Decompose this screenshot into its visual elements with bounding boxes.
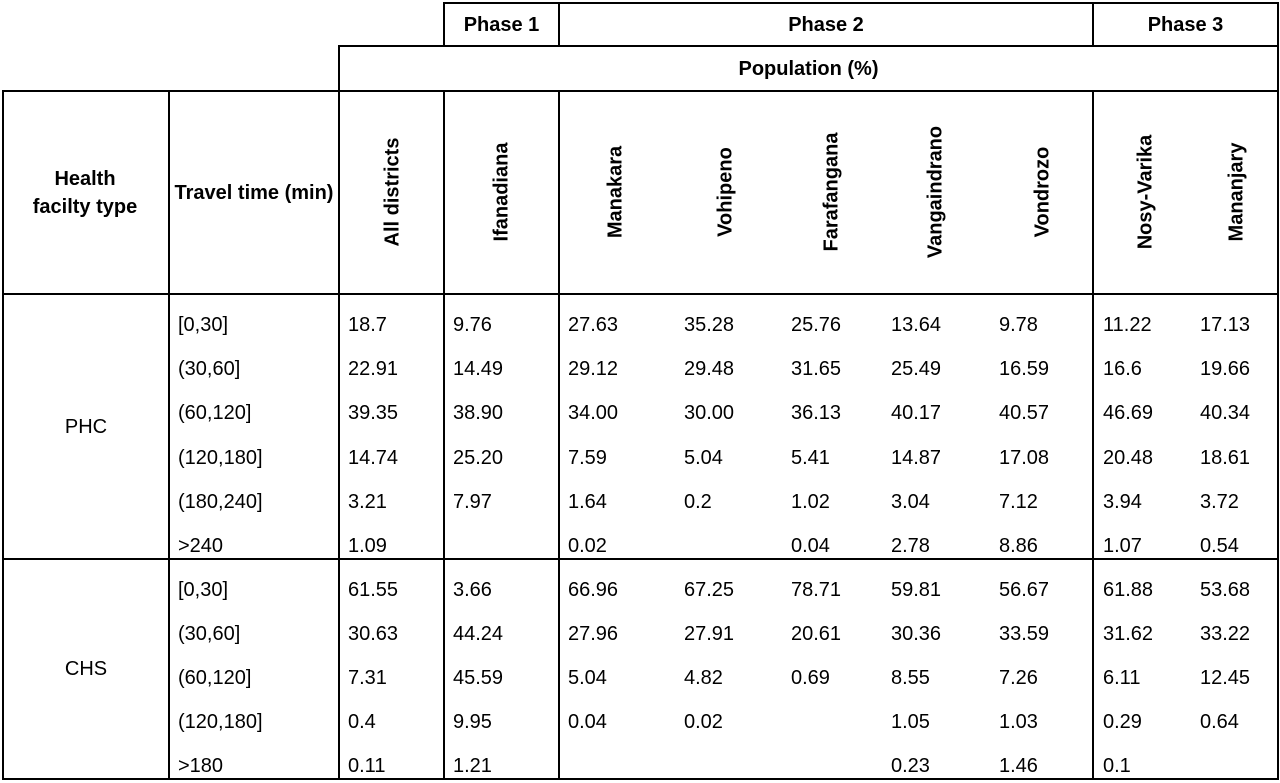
value-cell: 78.71 [791, 579, 842, 601]
value-cell: 0.29 [1103, 711, 1142, 733]
value-cell: 16.6 [1103, 358, 1142, 380]
value-cell: 5.41 [791, 447, 830, 469]
value-cell: 6.11 [1103, 667, 1141, 689]
column-header-all-districts: All districts [381, 137, 404, 247]
value-cell: 20.48 [1103, 447, 1154, 469]
value-cell: 1.03 [999, 711, 1038, 733]
column-header-farafangana: Farafangana [820, 132, 843, 252]
travel-time-cell: [0,30] [178, 579, 229, 601]
travel-time-cell: (120,180] [178, 711, 263, 733]
value-cell: 39.35 [348, 402, 399, 424]
value-cell: 33.22 [1200, 623, 1251, 645]
value-cell: 17.13 [1200, 314, 1251, 336]
value-cell: 20.61 [791, 623, 842, 645]
value-cell: 0.54 [1200, 535, 1239, 557]
value-cell: 0.02 [568, 535, 607, 557]
value-cell: 18.61 [1200, 447, 1251, 469]
phase-1-header: Phase 1 [463, 13, 540, 36]
value-cell: 33.59 [999, 623, 1050, 645]
value-cell: 1.46 [999, 755, 1038, 777]
value-cell: 0.1 [1103, 755, 1131, 777]
value-cell: 14.74 [348, 447, 399, 469]
phase-3-header: Phase 3 [1147, 13, 1224, 36]
travel-time-cell: (180,240] [178, 491, 263, 513]
travel-time-header: Travel time (min) [174, 181, 334, 204]
value-cell: 45.59 [453, 667, 504, 689]
value-cell: 31.62 [1103, 623, 1154, 645]
value-cell: 3.94 [1103, 491, 1142, 513]
value-cell: 3.72 [1200, 491, 1239, 513]
grid-line [1092, 90, 1094, 780]
value-cell: 66.96 [568, 579, 619, 601]
value-cell: 40.57 [999, 402, 1050, 424]
value-cell: 8.55 [891, 667, 930, 689]
value-cell: 46.69 [1103, 402, 1154, 424]
value-cell: 9.95 [453, 711, 492, 733]
column-header-vondrozo: Vondrozo [1031, 146, 1054, 238]
value-cell: 11.22 [1103, 314, 1152, 336]
value-cell: 17.08 [999, 447, 1050, 469]
value-cell: 40.17 [891, 402, 942, 424]
value-cell: 1.07 [1103, 535, 1142, 557]
value-cell: 0.4 [348, 711, 376, 733]
value-cell: 0.64 [1200, 711, 1239, 733]
value-cell: 29.12 [568, 358, 619, 380]
column-header-ifanadiana: Ifanadiana [490, 142, 513, 242]
value-cell: 30.63 [348, 623, 399, 645]
value-cell: 3.21 [348, 491, 387, 513]
value-cell: 1.09 [348, 535, 387, 557]
value-cell: 14.49 [453, 358, 504, 380]
value-cell: 1.05 [891, 711, 930, 733]
value-cell: 56.67 [999, 579, 1050, 601]
facility-type-chs: CHS [64, 658, 108, 680]
value-cell: 53.68 [1200, 579, 1251, 601]
value-cell: 9.78 [999, 314, 1038, 336]
value-cell: 1.21 [453, 755, 492, 777]
value-cell: 0.11 [348, 755, 386, 777]
value-cell: 38.90 [453, 402, 504, 424]
value-cell: 25.20 [453, 447, 504, 469]
travel-time-cell: [0,30] [178, 314, 229, 336]
grid-line [558, 90, 560, 780]
value-cell: 22.91 [348, 358, 399, 380]
value-cell: 30.00 [684, 402, 735, 424]
value-cell: 7.12 [999, 491, 1038, 513]
value-cell: 0.04 [568, 711, 607, 733]
value-cell: 0.2 [684, 491, 712, 513]
phase-2-header: Phase 2 [788, 13, 864, 36]
value-cell: 3.66 [453, 579, 492, 601]
value-cell: 4.82 [684, 667, 723, 689]
value-cell: 27.91 [684, 623, 735, 645]
value-cell: 67.25 [684, 579, 735, 601]
travel-time-cell: (60,120] [178, 402, 252, 424]
value-cell: 27.96 [568, 623, 619, 645]
travel-time-cell: (120,180] [178, 447, 263, 469]
value-cell: 61.88 [1103, 579, 1154, 601]
value-cell: 35.28 [684, 314, 735, 336]
value-cell: 18.7 [348, 314, 387, 336]
population-header: Population (%) [738, 57, 879, 80]
value-cell: 1.02 [791, 491, 830, 513]
value-cell: 19.66 [1200, 358, 1251, 380]
value-cell: 36.13 [791, 402, 842, 424]
value-cell: 25.49 [891, 358, 942, 380]
value-cell: 0.02 [684, 711, 723, 733]
grid-line [2, 778, 1279, 780]
grid-line [443, 90, 445, 780]
value-cell: 61.55 [348, 579, 399, 601]
grid-line [2, 558, 1279, 560]
value-cell: 14.87 [891, 447, 942, 469]
travel-time-cell: (30,60] [178, 358, 241, 380]
value-cell: 0.04 [791, 535, 830, 557]
value-cell: 31.65 [791, 358, 842, 380]
value-cell: 0.23 [891, 755, 930, 777]
value-cell: 3.04 [891, 491, 930, 513]
value-cell: 2.78 [891, 535, 930, 557]
column-header-vohipeno: Vohipeno [714, 147, 737, 237]
value-cell: 29.48 [684, 358, 735, 380]
value-cell: 13.64 [891, 314, 942, 336]
travel-time-cell: (60,120] [178, 667, 252, 689]
column-header-vangaindrano: Vangaindrano [924, 125, 947, 259]
grid-line [1277, 2, 1279, 780]
value-cell: 12.45 [1200, 667, 1251, 689]
value-cell: 5.04 [684, 447, 723, 469]
grid-line [2, 293, 1279, 295]
value-cell: 59.81 [891, 579, 942, 601]
value-cell: 5.04 [568, 667, 607, 689]
travel-time-cell: (30,60] [178, 623, 241, 645]
value-cell: 0.69 [791, 667, 830, 689]
column-header-mananjary: Mananjary [1225, 142, 1248, 242]
facility-type-header: Health facilty type [32, 167, 138, 218]
value-cell: 1.64 [568, 491, 607, 513]
value-cell: 7.31 [348, 667, 387, 689]
value-cell: 30.36 [891, 623, 942, 645]
facility-type-phc: PHC [64, 416, 108, 438]
value-cell: 34.00 [568, 402, 619, 424]
value-cell: 9.76 [453, 314, 492, 336]
grid-line [338, 45, 340, 780]
value-cell: 27.63 [568, 314, 619, 336]
column-header-manakara: Manakara [604, 145, 627, 239]
value-cell: 25.76 [791, 314, 842, 336]
value-cell: 44.24 [453, 623, 504, 645]
value-cell: 16.59 [999, 358, 1050, 380]
value-cell: 8.86 [999, 535, 1038, 557]
value-cell: 7.59 [568, 447, 607, 469]
value-cell: 7.97 [453, 491, 492, 513]
value-cell: 40.34 [1200, 402, 1251, 424]
travel-time-cell: >180 [178, 755, 224, 777]
travel-time-cell: >240 [178, 535, 224, 557]
value-cell: 7.26 [999, 667, 1038, 689]
column-header-nosy-varika: Nosy-Varika [1134, 134, 1157, 250]
